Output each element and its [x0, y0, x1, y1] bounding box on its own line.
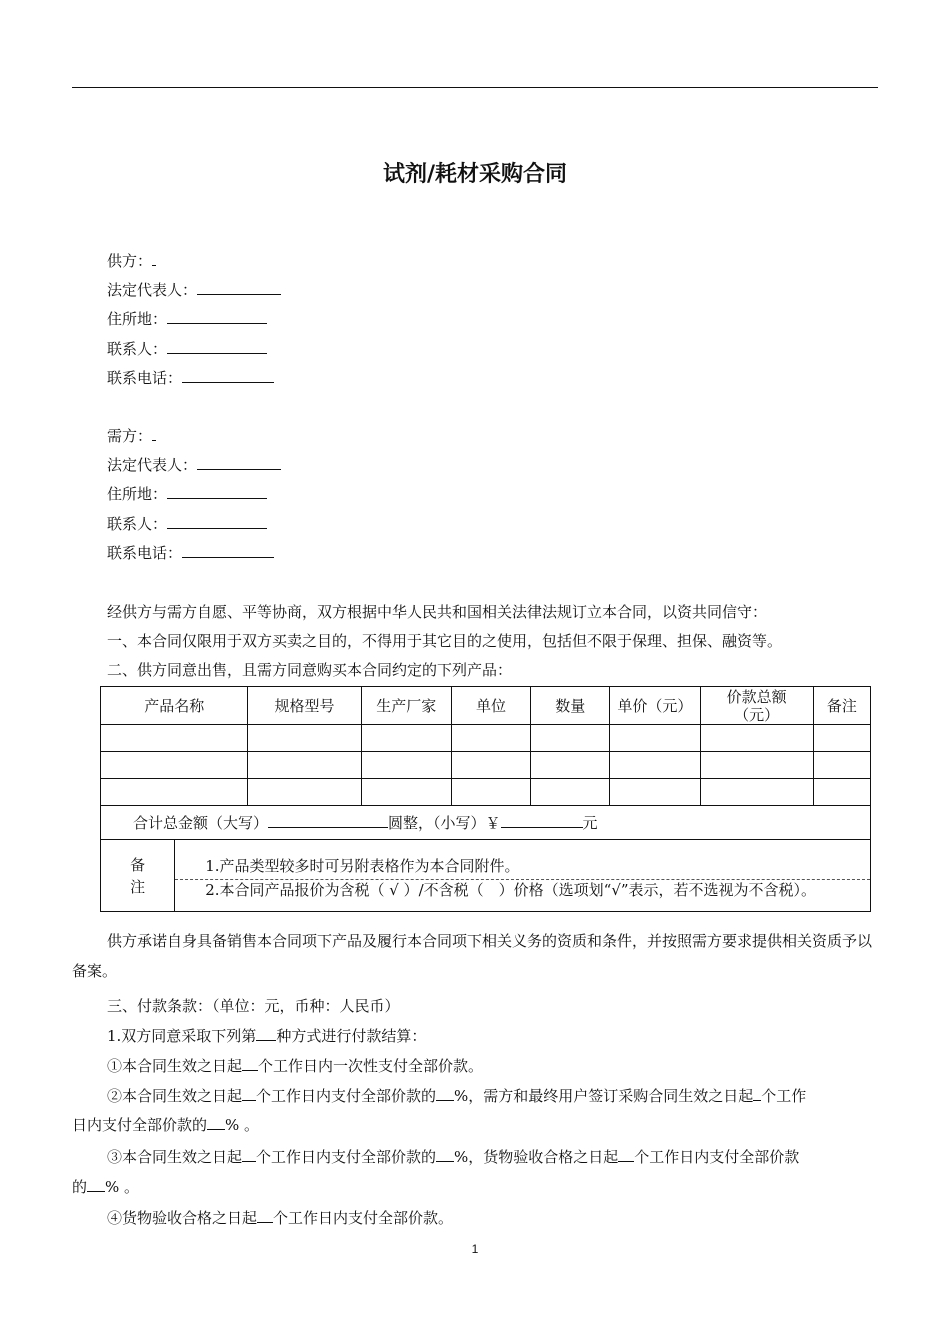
table-cell[interactable]: [813, 779, 870, 806]
table-cell[interactable]: [531, 725, 610, 752]
payment-method-text-a: 1.双方同意采取下列第: [107, 1027, 257, 1045]
payment-option-2: [107, 1085, 806, 1106]
supplier-address-label: 住所地：: [107, 310, 168, 328]
option-1-text-b: 个工作日内一次性支付全部价款。: [258, 1057, 484, 1075]
header-spec: 规格型号: [248, 687, 361, 725]
table-cell[interactable]: [451, 779, 530, 806]
table-cell[interactable]: [531, 752, 610, 779]
intro-paragraph: 经供方与需方自愿、平等协商，双方根据中华人民共和国相关法律法规订立本合同，以资共同信守：: [107, 603, 768, 621]
option-2-text-c: %，需方和最终用户签订采购合同生效之日起: [454, 1087, 754, 1105]
payment-option-1: [107, 1055, 483, 1076]
option-3-days-blank[interactable]: [242, 1147, 256, 1162]
option-1-text-a: ①本合同生效之日起: [107, 1057, 243, 1075]
buyer-contact-label: 联系人：: [107, 515, 168, 533]
payment-option-2-cont: [72, 1114, 259, 1135]
supplier-party-label: 供方：: [107, 252, 153, 270]
total-amount-prefix: 合计总金额（大写）: [133, 814, 269, 832]
option-2-text-a: ②本合同生效之日起: [107, 1087, 243, 1105]
supplier-address-line: [107, 308, 267, 329]
option-3-text-a: ③本合同生效之日起: [107, 1148, 243, 1166]
option-4-text-a: ④货物验收合格之日起: [107, 1209, 258, 1227]
header-unit-price: 单价（元）: [610, 687, 700, 725]
option-3-text-f: % 。: [105, 1178, 140, 1196]
table-row: [101, 752, 871, 779]
table-cell[interactable]: [531, 779, 610, 806]
option-4-days-blank[interactable]: [257, 1208, 273, 1223]
buyer-address-blank[interactable]: [167, 484, 267, 499]
table-cell[interactable]: [813, 725, 870, 752]
option-2-days-blank[interactable]: [242, 1086, 256, 1101]
supplier-contact-label: 联系人：: [107, 340, 168, 358]
table-row: [101, 725, 871, 752]
table-cell[interactable]: [361, 752, 451, 779]
option-2-text-e: 日内支付全部价款的: [72, 1116, 208, 1134]
option-3-text-b: 个工作日内支付全部价款的: [256, 1148, 437, 1166]
payment-method-line: [107, 1025, 426, 1046]
supplier-contact-line: [107, 338, 267, 359]
table-cell[interactable]: [361, 779, 451, 806]
payment-option-3: [107, 1146, 799, 1167]
payment-heading: 三、付款条款：（单位：元，币种：人民币）: [107, 997, 400, 1015]
remark-note-1: 1.产品类型较多时可另附表格作为本合同附件。: [175, 851, 870, 880]
table-cell[interactable]: [451, 752, 530, 779]
remark-label-char-2: 注: [130, 877, 146, 896]
remark-label-cell: [101, 840, 175, 912]
commitment-paragraph: 供方承诺自身具备销售本合同项下产品及履行本合同项下相关义务的资质和条件，并按照需方要求提供相关资质予以备案。: [72, 932, 873, 980]
buyer-phone-blank[interactable]: [182, 543, 274, 558]
buyer-legal-rep-blank[interactable]: [197, 455, 281, 470]
option-3-percent-blank-2[interactable]: [87, 1177, 105, 1192]
total-amount-figures-blank[interactable]: [501, 813, 583, 828]
option-1-days-blank[interactable]: [242, 1056, 258, 1071]
buyer-party-line: [107, 425, 156, 446]
header-unit: 单位: [451, 687, 530, 725]
table-cell[interactable]: [451, 725, 530, 752]
supplier-legal-rep-label: 法定代表人：: [107, 281, 198, 299]
table-cell[interactable]: [361, 725, 451, 752]
remark-label-char-1: 备: [130, 855, 146, 874]
table-cell[interactable]: [101, 752, 248, 779]
buyer-party-blank[interactable]: [152, 426, 156, 441]
option-2-percent-blank-2[interactable]: [207, 1115, 225, 1130]
clause-2: 二、供方同意出售，且需方同意购买本合同约定的下列产品：: [107, 661, 513, 679]
option-4-text-b: 个工作日内支付全部价款。: [273, 1209, 454, 1227]
header-remark: 备注: [813, 687, 870, 725]
supplier-phone-label: 联系电话：: [107, 369, 183, 387]
supplier-contact-blank[interactable]: [167, 339, 267, 354]
buyer-legal-rep-label: 法定代表人：: [107, 456, 198, 474]
buyer-address-label: 住所地：: [107, 485, 168, 503]
supplier-legal-rep-blank[interactable]: [197, 280, 281, 295]
total-amount-cell: [101, 806, 871, 840]
total-amount-suffix: 元: [582, 814, 598, 832]
option-3-text-d: 个工作日内支付全部价款: [634, 1148, 800, 1166]
table-cell[interactable]: [813, 752, 870, 779]
clause-1: 一、本合同仅限用于双方买卖之目的，不得用于其它目的之使用，包括但不限于保理、担保、融资等。: [107, 632, 783, 650]
option-2-text-f: % 。: [225, 1116, 260, 1134]
table-cell[interactable]: [700, 752, 813, 779]
header-product-name: 产品名称: [101, 687, 248, 725]
buyer-legal-rep-line: [107, 454, 281, 475]
header-quantity: 数量: [531, 687, 610, 725]
option-3-text-c: %，货物验收合格之日起: [454, 1148, 619, 1166]
table-cell[interactable]: [101, 779, 248, 806]
page-number: 1: [471, 1242, 479, 1256]
remark-note-2: 2.本合同产品报价为含税（ √ ）/不含税（ ）价格（选项划“√”表示，若不选视为不含税）。: [205, 880, 817, 899]
header-rule: [72, 87, 878, 88]
table-row: [101, 779, 871, 806]
supplier-phone-blank[interactable]: [182, 368, 274, 383]
buyer-contact-blank[interactable]: [167, 514, 267, 529]
product-table: [100, 686, 871, 912]
remark-row: [101, 840, 871, 912]
header-total-price: 价款总额（元）: [700, 687, 813, 725]
total-amount-words-blank[interactable]: [268, 813, 388, 828]
supplier-party-line: [107, 250, 156, 271]
table-cell[interactable]: [610, 725, 700, 752]
payment-option-4: [107, 1207, 453, 1228]
table-cell[interactable]: [248, 725, 361, 752]
table-cell[interactable]: [700, 779, 813, 806]
remark-content-cell: [175, 840, 871, 912]
buyer-phone-label: 联系电话：: [107, 544, 183, 562]
payment-option-3-cont: [72, 1176, 139, 1197]
buyer-party-label: 需方：: [107, 427, 153, 445]
option-2-percent-blank[interactable]: [436, 1086, 454, 1101]
payment-method-blank[interactable]: [256, 1026, 276, 1041]
buyer-address-line: [107, 483, 267, 504]
table-cell[interactable]: [610, 752, 700, 779]
payment-method-text-b: 种方式进行付款结算：: [276, 1027, 427, 1045]
option-2-text-d: 个工作: [761, 1087, 807, 1105]
supplier-address-blank[interactable]: [167, 309, 267, 324]
table-cell[interactable]: [101, 725, 248, 752]
supplier-party-blank[interactable]: [152, 251, 156, 266]
supplier-legal-rep-line: [107, 279, 281, 300]
option-3-text-e: 的: [72, 1178, 88, 1196]
option-2-text-b: 个工作日内支付全部价款的: [256, 1087, 437, 1105]
table-header-row: [101, 687, 871, 725]
contract-title: 试剂/耗材采购合同: [382, 162, 568, 187]
table-cell[interactable]: [700, 725, 813, 752]
buyer-phone-line: [107, 542, 274, 563]
table-cell[interactable]: [248, 779, 361, 806]
table-cell[interactable]: [248, 752, 361, 779]
total-amount-middle: 圆整，（小写）￥: [388, 814, 501, 832]
option-3-days-blank-2[interactable]: [618, 1147, 634, 1162]
header-manufacturer: 生产厂家: [361, 687, 451, 725]
buyer-contact-line: [107, 513, 267, 534]
table-cell[interactable]: [610, 779, 700, 806]
option-3-percent-blank[interactable]: [436, 1147, 454, 1162]
total-amount-row: [101, 806, 871, 840]
supplier-phone-line: [107, 367, 274, 388]
